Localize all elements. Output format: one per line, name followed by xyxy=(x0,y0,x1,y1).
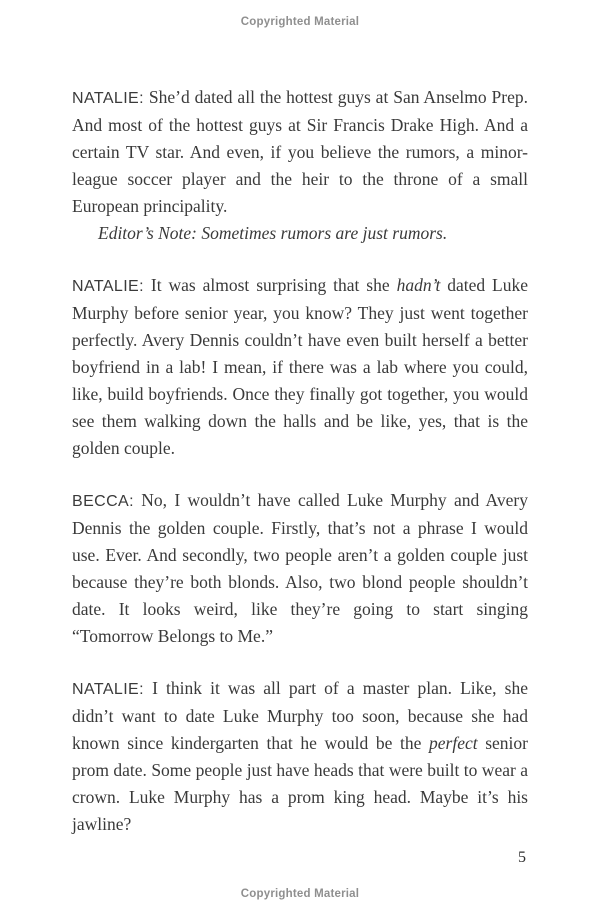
paragraph-natalie-2-text-pre: It was almost surprising that she xyxy=(143,275,397,295)
paragraph-natalie-1-text: She’d dated all the hottest guys at San Anselmo Prep. And most of the hottest guys at Sir Francis Drake High. And a certain TV star. And even, if you believe the rumors, a minor-league soccer player and the heir to the throne of a small European principality. xyxy=(72,87,528,216)
editors-note: Editor’s Note: Sometimes rumors are just rumors. xyxy=(98,223,448,243)
paragraph-natalie-2-text-post: dated Luke Murphy before senior year, you know? They just went together perfectly. Avery Dennis couldn’t have even built herself a better boyfriend in a lab! I mean, if there was a lab where you could, like, build boyfriends. Once they finally got together, you would see them walking down the halls and be like, yes, that is the golden couple. xyxy=(72,275,529,458)
speaker-label-natalie-1: NATALIE: xyxy=(72,90,144,107)
copyright-notice-bottom: Copyrighted Material xyxy=(240,888,360,900)
paragraph-natalie-3-italic-word: perfect xyxy=(429,733,478,753)
paragraph-natalie-2 xyxy=(72,272,528,462)
page-text-block xyxy=(72,84,528,863)
paragraph-natalie-2-italic-word: hadn’t xyxy=(396,275,441,295)
page-number: 5 xyxy=(518,849,526,866)
copyright-notice-top: Copyrighted Material xyxy=(240,16,360,28)
paragraph-natalie-3-text-post: senior prom date. Some people just have heads that were built to wear a crown. Luke Murphy has a prom king head. Maybe it’s his jawline? xyxy=(72,733,528,834)
paragraph-natalie-3-text-pre: I think it was all part of a master plan. Like, she didn’t want to date Luke Murphy too soon, because she had known since kindergarten that he would be the xyxy=(72,678,528,753)
speaker-label-becca: BECCA: xyxy=(72,493,134,510)
paragraph-becca-text: No, I wouldn’t have called Luke Murphy and Avery Dennis the golden couple. Firstly, that’s not a phrase I would use. Ever. And secondly, two people aren’t a golden couple just because they’re both blonds. Also, two blond people shouldn’t date. It looks weird, like they’re going to start singing “Tomorrow Belongs to Me.” xyxy=(72,490,528,646)
paragraph-becca xyxy=(72,487,528,650)
paragraph-natalie-3 xyxy=(72,675,528,838)
speaker-label-natalie-2: NATALIE: xyxy=(72,278,144,295)
speaker-label-natalie-3: NATALIE: xyxy=(72,681,144,698)
paragraph-natalie-1 xyxy=(72,84,528,220)
